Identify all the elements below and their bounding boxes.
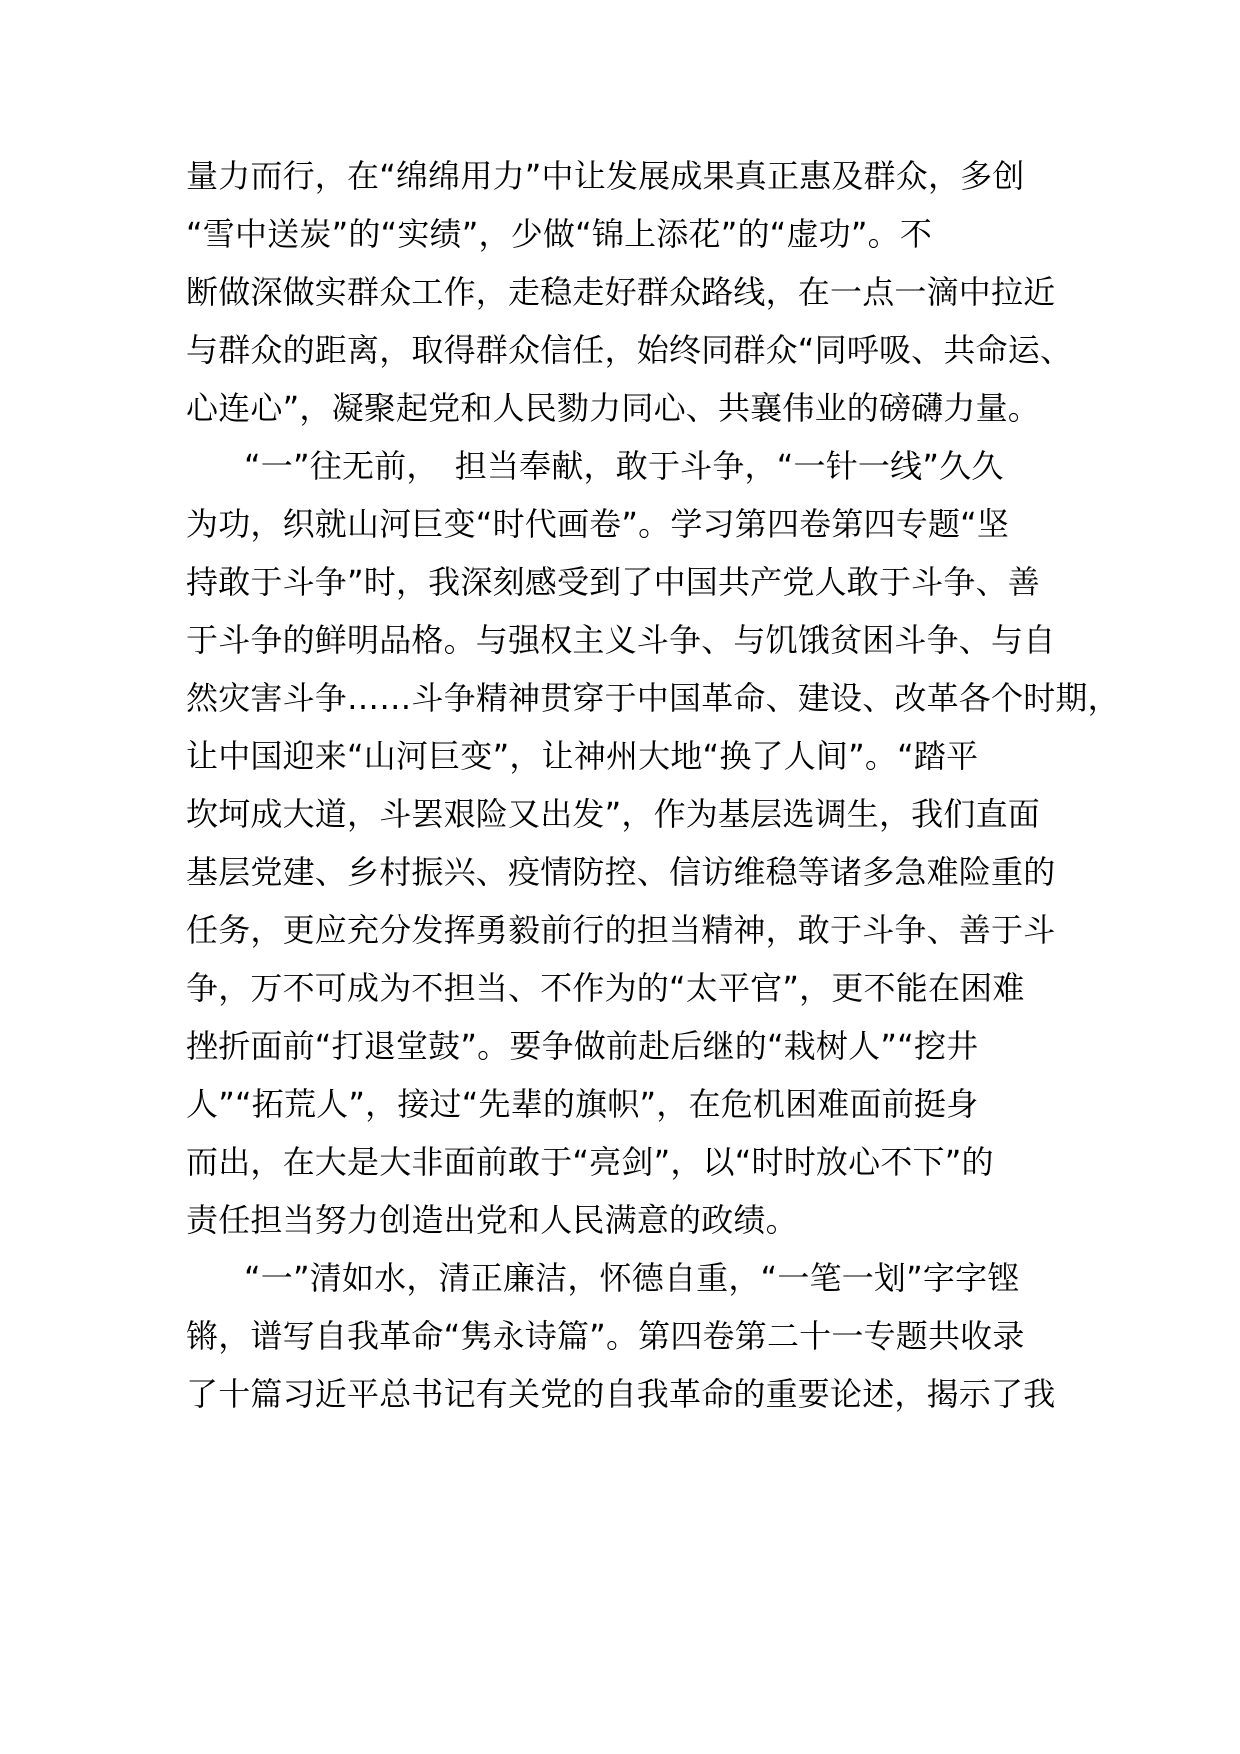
text-line: 基层党建、乡村振兴、疫情防控、信访维稳等诸多急难险重的 [186,853,1056,891]
text-line: 于斗争的鲜明品格。与强权主义斗争、与饥饿贫困斗争、与自 [186,621,1056,659]
paragraph-first-line: “一”清如水，清正廉洁，怀德自重，“一笔一划”字字铿 [244,1259,1020,1297]
text-line: 量力而行，在“绵绵用力”中让发展成果真正惠及群众，多创 [186,157,1025,195]
text-line: 持敢于斗争”时，我深刻感受到了中国共产党人敢于斗争、善 [186,563,1040,601]
text-line: 让中国迎来“山河巨变”，让神州大地“换了人间”。“踏平 [186,737,979,775]
text-line: “雪中送炭”的“实绩”，少做“锦上添花”的“虚功”。不 [186,215,933,253]
text-line: 与群众的距离，取得群众信任，始终同群众“同呼吸、共命运、 [186,331,1073,369]
text-line: 人”“拓荒人”，接过“先辈的旗帜”，在危机困难面前挺身 [186,1085,979,1123]
text-line: 争，万不可成为不担当、不作为的“太平官”，更不能在困难 [186,969,1025,1007]
text-line: 心连心”，凝聚起党和人民勠力同心、共襄伟业的磅礴力量。 [186,389,1040,427]
paragraph-first-line: “一”往无前， 担当奉献，敢于斗争，“一针一线”久久 [244,447,1004,485]
text-line: 为功，织就山河巨变“时代画卷”。学习第四卷第四专题“坚 [186,505,1010,543]
text-line: 了十篇习近平总书记有关党的自我革命的重要论述，揭示了我 [186,1375,1056,1413]
text-line: 然灾害斗争……斗争精神贯穿于中国革命、建设、改革各个时期， [186,679,1120,717]
text-line: 责任担当努力创造出党和人民满意的政绩。 [186,1201,798,1239]
text-line: 挫折面前“打退堂鼓”。要争做前赴后继的“栽树人”“挖井 [186,1027,979,1065]
text-line: 而出，在大是大非面前敢于“亮剑”，以“时时放心不下”的 [186,1143,994,1181]
text-line: 断做深做实群众工作，走稳走好群众路线，在一点一滴中拉近 [186,273,1056,311]
text-line: 锵，谱写自我革命“隽永诗篇”。第四卷第二十一专题共收录 [186,1317,1025,1355]
text-line: 坎坷成大道，斗罢艰险又出发”，作为基层选调生，我们直面 [186,795,1040,833]
text-line: 任务，更应充分发挥勇毅前行的担当精神，敢于斗争、善于斗 [186,911,1056,949]
